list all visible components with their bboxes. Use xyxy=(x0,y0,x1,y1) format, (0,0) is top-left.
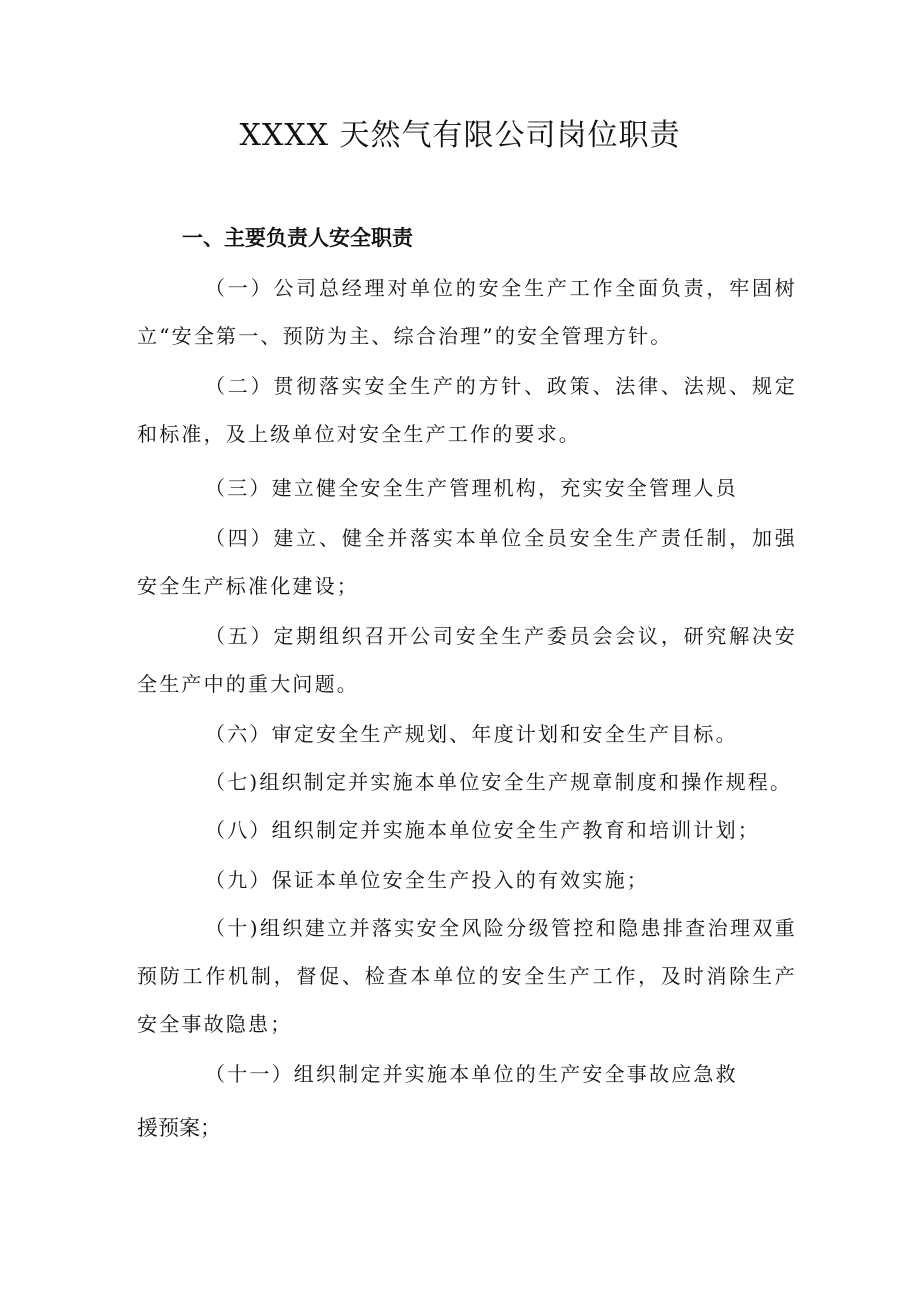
paragraph-1: （一）公司总经理对单位的安全生产工作全面负责，牢固树立“安全第一、预防为主、综合治理”的安全管理方针。 xyxy=(137,276,797,348)
paragraph-11-continuation: 援预案； xyxy=(137,1116,221,1140)
paragraph-7: （七)组织制定并实施本单位安全生产规章制度和操作规程。 xyxy=(205,770,793,794)
paragraph-5: （五）定期组织召开公司安全生产委员会会议，研究解决安全生产中的重大问题。 xyxy=(137,624,797,696)
paragraph-2: （二）贯彻落实安全生产的方针、政策、法律、法规、规定和标准，及上级单位对安全生产工作的要求。 xyxy=(137,374,797,446)
document-title: XXXX 天然气有限公司岗位职责 xyxy=(239,118,681,153)
paragraph-3: （三）建立健全安全生产管理机构，充实安全管理人员 xyxy=(205,476,738,500)
paragraph-4: （四）建立、健全并落实本单位全员安全生产责任制，加强安全生产标准化建设； xyxy=(137,526,797,598)
paragraph-10: （十)组织建立并落实安全风险分级管控和隐患排查治理双重预防工作机制，督促、检查本单位的安全生产工作，及时消除生产安全事故隐患； xyxy=(137,916,797,1036)
section-heading: 一、主要负责人安全职责 xyxy=(182,226,413,250)
paragraph-9: （九）保证本单位安全生产投入的有效实施； xyxy=(205,868,649,892)
paragraph-8: （八）组织制定并实施本单位安全生产教育和培训计划； xyxy=(205,818,760,842)
paragraph-11: （十一）组织制定并实施本单位的生产安全事故应急救 xyxy=(205,1062,738,1086)
paragraph-6: （六）审定安全生产规划、年度计划和安全生产目标。 xyxy=(205,722,738,746)
